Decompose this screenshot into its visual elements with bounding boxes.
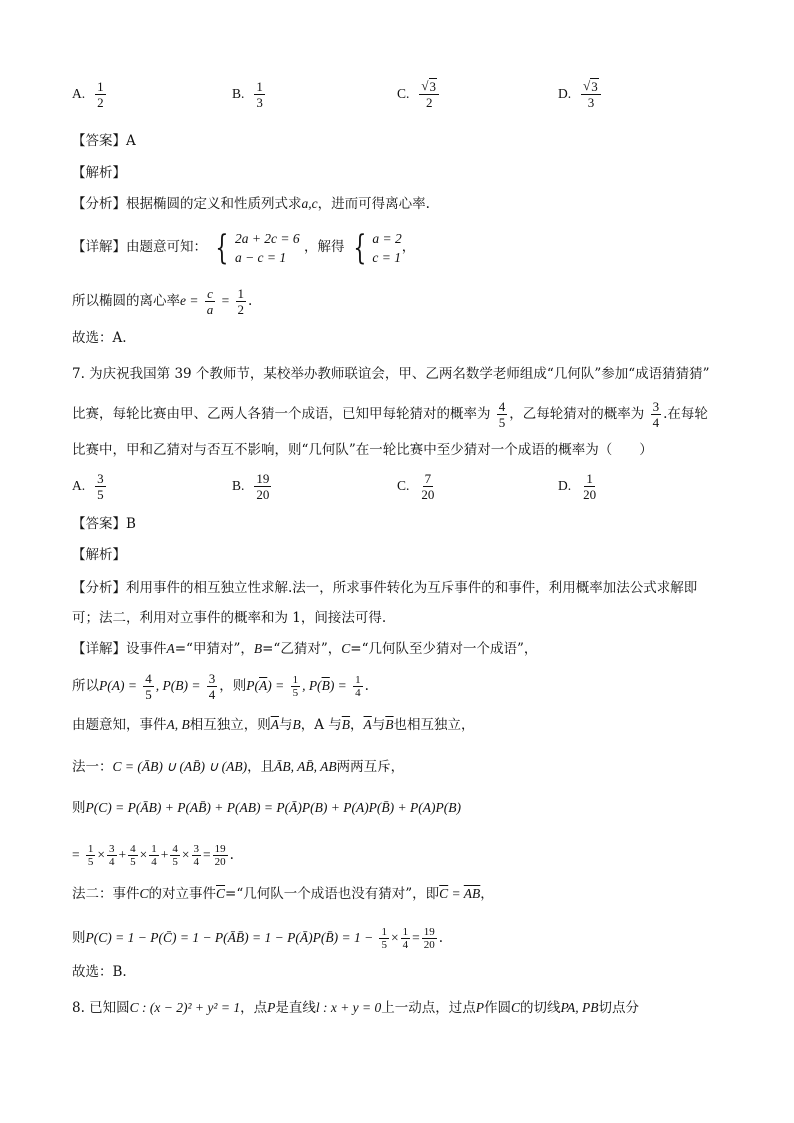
q6-option-b: B. $\frac{1}{3}$	[232, 78, 263, 110]
q7-fenxi-line1: 【分析】利用事件的相互独立性求解.法一，所求事件转化为互斥事件的和事件，利用概率加法公式求解即	[72, 580, 698, 596]
q7-fenxi-line2: 可；法二，利用对立事件的概率和为 1，间接法可得.	[72, 610, 387, 626]
q6-xiangjie: 【详解】由题意可知： { 2a + 2c = 6 a − c = 1 ，解得 { a = 2 c = 1 ，	[72, 227, 416, 268]
q7-option-c: C. $\frac{7}{20}$	[397, 470, 435, 502]
q7-xiangjie: 【详解】设事件A=“甲猜对”，B=“乙猜对”，C=“几何队至少猜对一个成语”，	[72, 641, 538, 657]
q7-option-d: D. $\frac{1}{20}$	[558, 470, 597, 502]
q8-stem: 8. 已知圆C : (x − 2)² + y² = 1，点P是直线l : x + y = 0上一动点，过点P作圆C的切线PA, PB切点分	[72, 1000, 640, 1016]
q7-stem-line3: 比赛中，甲和乙猜对与否互不影响，则“几何队”在一轮比赛中至少猜对一个成语的概率为（ ）	[72, 442, 653, 458]
q7-method2: 法二：事件C的对立事件$\overline{C}=“$几何队一个成语也没有猜对”，即$\overline{C}$ = AB，	[72, 886, 494, 902]
q7-method1-calc: = $\frac{1}{5}$ × $\frac{3}{4}$ + $\frac{4}{5}$ × $\frac{1}{4}$ + $\frac{4}{5}$ × $\frac{3}{4}$ = $\frac{19}{20}$ .	[72, 843, 234, 868]
q6-option-d: D. √ 3 3	[558, 74, 603, 114]
q7-jiexi: 【解析】	[72, 547, 126, 563]
solution-system: { a = 2 c = 1	[353, 227, 402, 268]
q6-fenxi: 【分析】根据椭圆的定义和性质列式求a,c，进而可得离心率.	[72, 196, 430, 212]
q6-jiexi: 【解析】	[72, 165, 126, 181]
q7-guxuan: 故选：B.	[72, 964, 127, 980]
sqrt-symbol: √ 3	[583, 78, 598, 94]
equation-system: { 2a + 2c = 6 a − c = 1	[215, 227, 300, 268]
q7-method2-formula: 则P(C) = 1 − P(C̄) = 1 − P(ĀB̄) = 1 − P(Ā)P(B̄) = 1 − $\frac{1}{5}$ × $\frac{1}{4}$ = $\frac{19}{20}$ .	[72, 926, 444, 951]
sqrt-symbol: √ 3	[421, 78, 437, 94]
q7-probabilities: 所以P(A) = $\frac{4}{5}$ , P(B) = $\frac{3}{4}$ ，则$P(\overline{A})$ = $\frac{1}{5}$ , $P(\overline{B})$ = $\frac{1}{4}$ .	[72, 671, 369, 702]
q7-option-a: A. $\frac{3}{5}$	[72, 470, 104, 502]
q6-option-a: A. $\frac{1}{2}$	[72, 78, 104, 110]
q6-guxuan: 故选：A.	[72, 330, 127, 346]
q7-option-b: B. $\frac{19}{20}$	[232, 470, 270, 502]
q6-option-c: C. √ 3 2	[397, 74, 441, 114]
q7-independence: 由题意知，事件A, B相互独立，则$\overline{A}$与B，A 与$\overline{B}$，$\overline{A}$与$\overline{B}$也相互独立，	[72, 717, 475, 733]
q7-stem-line1: 7. 为庆祝我国第 39 个教师节，某校举办教师联谊会，甲、乙两名数学老师组成“几何队”参加“成语猜猜猜”	[72, 366, 710, 382]
q6-eccentricity: 所以椭圆的离心率e = $\frac{c}{a}$ = $\frac{1}{2}$ .	[72, 286, 253, 317]
q7-method1: 法一：C = (ĀB) ∪ (AB̄) ∪ (AB)，且ĀB, AB̄, AB两两互斥，	[72, 759, 405, 775]
q7-method1-formula: 则P(C) = P(ĀB) + P(AB̄) + P(AB) = P(Ā)P(B) + P(A)P(B̄) + P(A)P(B)	[72, 800, 461, 816]
q6-answer: 【答案】A	[72, 133, 136, 149]
q7-answer: 【答案】B	[72, 516, 136, 532]
q6-options	[72, 74, 722, 114]
q7-stem-line2: 比赛，每轮比赛由甲、乙两人各猜一个成语，已知甲每轮猜对的概率为 $\frac{4}{5}$ ，乙每轮猜对的概率为 $\frac{3}{4}$ .在每轮	[72, 399, 708, 430]
q7-options	[72, 466, 722, 506]
